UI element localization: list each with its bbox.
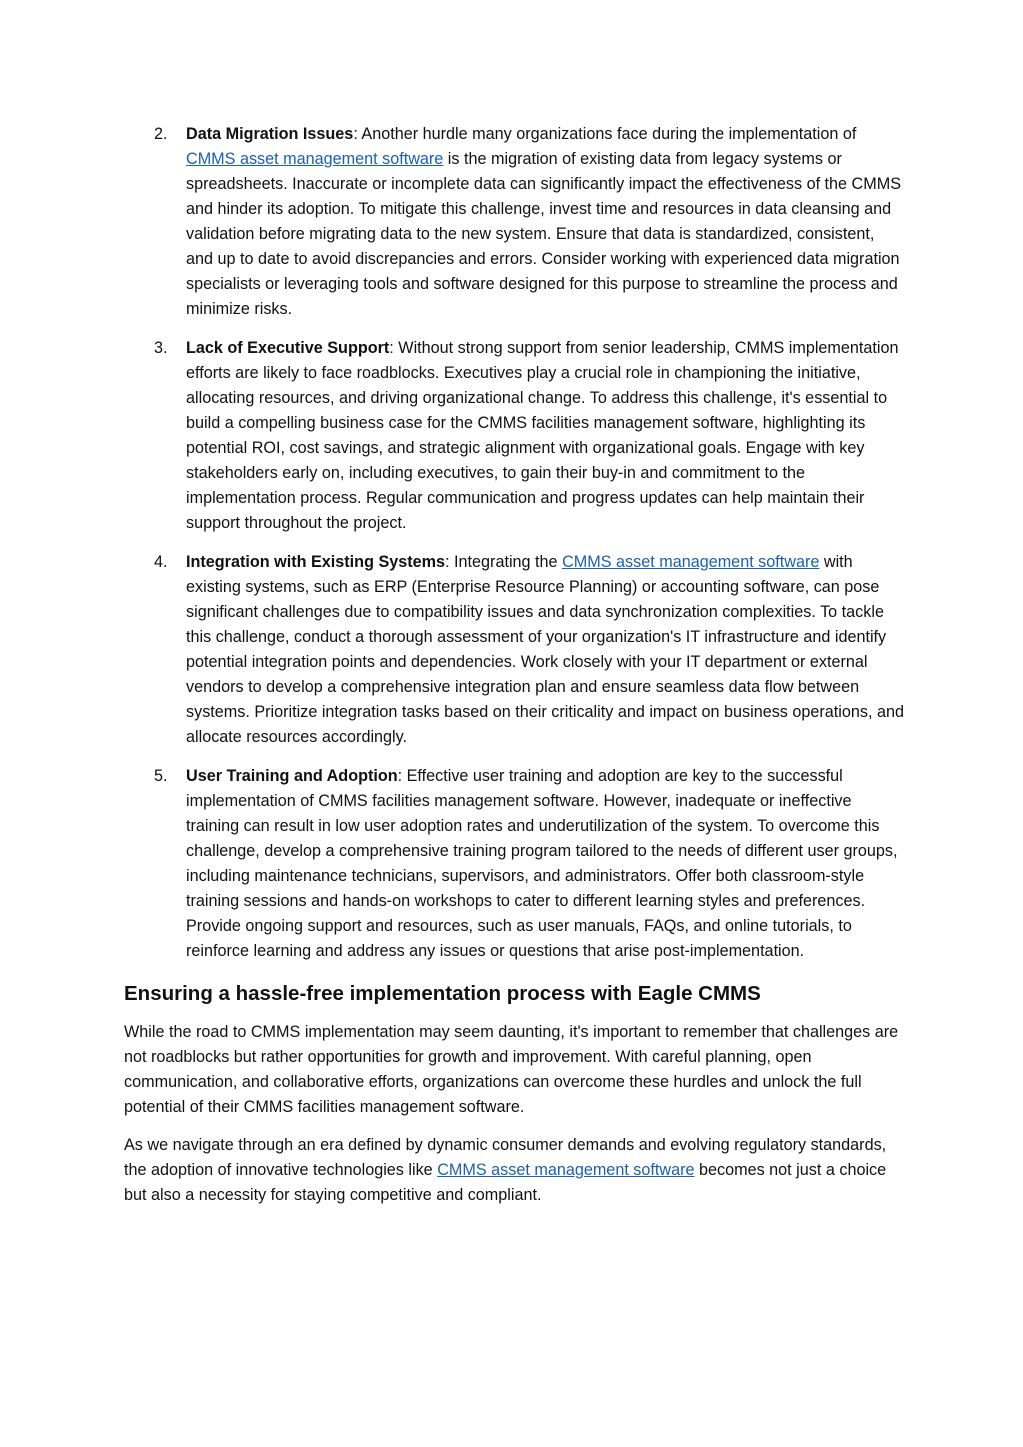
list-number: 3.: [154, 339, 168, 357]
list-item-data-migration: [124, 122, 904, 322]
list-item-text: : Integrating the: [445, 553, 563, 571]
paragraph-intro: While the road to CMMS implementation may seem daunting, it's important to remember that challenges are not roadblocks but rather opportunities for growth and improvement. With careful planning, open communication, and collaborative efforts, organizations can overcome these hurdles and unlock the full potential of their CMMS facilities management software.: [124, 1023, 899, 1116]
cmms-asset-management-link[interactable]: CMMS asset management software: [437, 1161, 695, 1179]
list-item-executive-support: [124, 336, 904, 536]
paragraph-conclusion: [124, 1133, 904, 1208]
list-item-text: : Without strong support from senior leadership, CMMS implementation efforts are likely to face roadblocks. Executives play a crucial role in championing the initiative, allocating resources, and driving organizational change. To address this challenge, it's essential to build a compelling business case for the CMMS facilities management software, highlighting its potential ROI, cost savings, and strategic alignment with organizational goals. Engage with key stakeholders early on, including executives, to gain their buy-in and commitment to the implementation process. Regular communication and progress updates can help maintain their support throughout the project.: [186, 339, 899, 532]
list-number: 2.: [154, 125, 168, 143]
cmms-asset-management-link[interactable]: CMMS asset management software: [562, 553, 820, 571]
list-item-text: is the migration of existing data from legacy systems or spreadsheets. Inaccurate or incomplete data can significantly impact the effectiveness of the CMMS and hinder its adoption. To mitigate this challenge, invest time and resources in data cleansing and validation before migrating data to the new system. Ensure that data is standardized, consistent, and up to date to avoid discrepancies and errors. Consider working with experienced data migration specialists or leveraging tools and software designed for this purpose to streamline the process and minimize risks.: [186, 150, 902, 318]
paragraph-text: As we navigate through an era defined by dynamic consumer demands and evolving regulatory standards, the adoption of innovative technologies like: [124, 1136, 887, 1179]
paragraph-text: becomes not just a choice but also a necessity for staying competitive and compliant.: [124, 1161, 887, 1204]
list-item-term: Data Migration Issues: [186, 125, 354, 143]
list-item-term: Lack of Executive Support: [186, 339, 390, 357]
list-item-text: : Effective user training and adoption are key to the successful implementation of CMMS facilities management software. However, inadequate or ineffective training can result in low user adoption rates and underutilization of the system. To overcome this challenge, develop a comprehensive training program tailored to the needs of different user groups, including maintenance technicians, supervisors, and administrators. Offer both classroom-style training sessions and hands-on workshops to cater to different learning styles and preferences. Provide ongoing support and resources, such as user manuals, FAQs, and online tutorials, to reinforce learning and address any issues or questions that arise post-implementation.: [186, 767, 898, 960]
list-number: 4.: [154, 553, 168, 571]
challenges-list: [124, 122, 904, 964]
list-item-text: with existing systems, such as ERP (Enterprise Resource Planning) or accounting software, can pose significant challenges due to compatibility issues and data synchronization complexities. To tackle this challenge, conduct a thorough assessment of your organization's IT infrastructure and identify potential integration points and dependencies. Work closely with your IT department or external vendors to develop a comprehensive integration plan and ensure seamless data flow between systems. Prioritize integration tasks based on their criticality and impact on business operations, and allocate resources accordingly.: [186, 553, 904, 746]
list-item-term: Integration with Existing Systems: [186, 553, 446, 571]
list-item-text: : Another hurdle many organizations face during the implementation of: [353, 125, 857, 143]
list-item-user-training: [124, 764, 904, 964]
list-item-integration: [124, 550, 904, 750]
list-item-term: User Training and Adoption: [186, 767, 398, 785]
section-heading: Ensuring a hassle-free implementation process with Eagle CMMS: [124, 982, 761, 1005]
list-number: 5.: [154, 767, 168, 785]
document-content: [124, 122, 904, 1221]
cmms-asset-management-link[interactable]: CMMS asset management software: [186, 150, 444, 168]
